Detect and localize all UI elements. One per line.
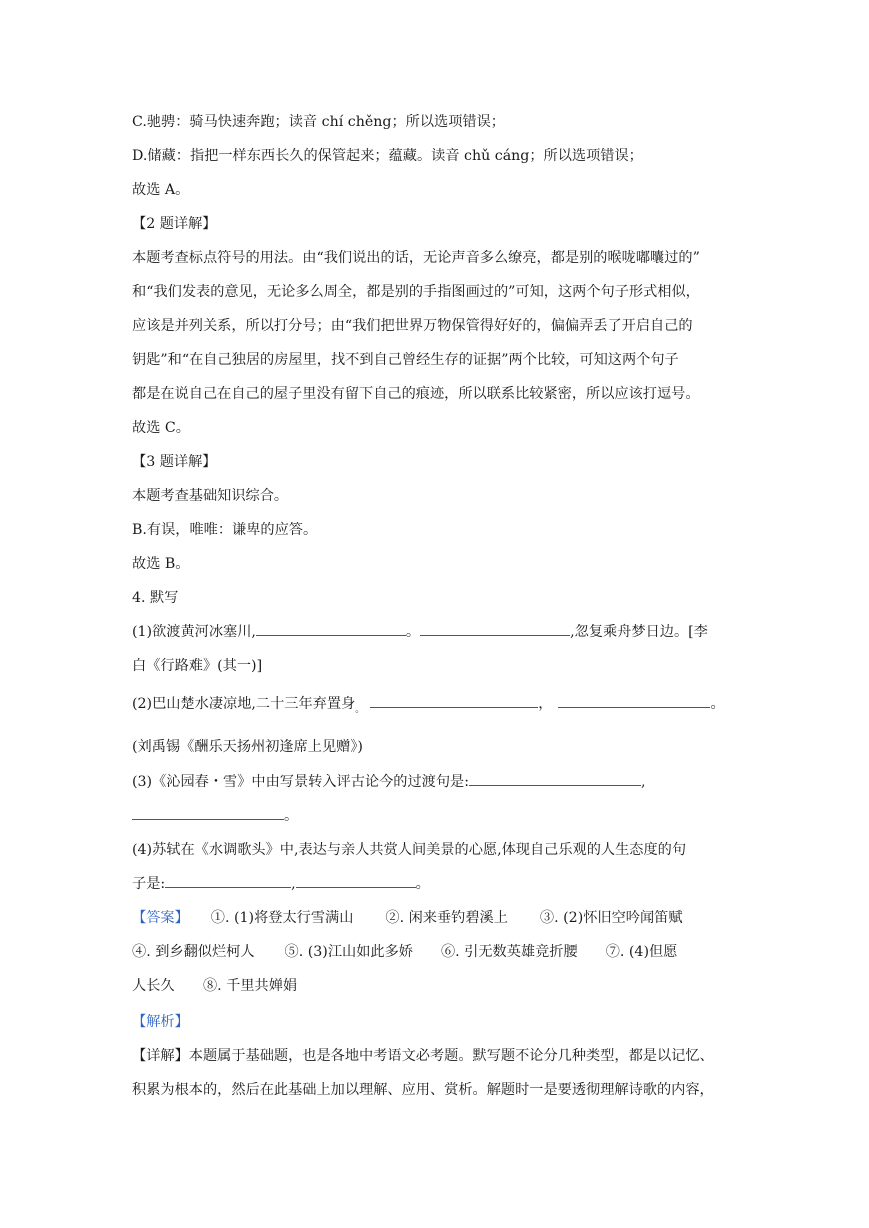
text-line: B.有误，唯唯：谦卑的应答。 bbox=[132, 522, 318, 538]
answer-line bbox=[132, 942, 677, 962]
punctuation: 。 bbox=[710, 696, 725, 712]
answer-item: ②. 闲来垂钓碧溪上 bbox=[385, 910, 508, 926]
question-line bbox=[132, 874, 430, 894]
punctuation: 。 bbox=[284, 808, 299, 824]
punctuation: 。 bbox=[415, 876, 430, 892]
answer-blank bbox=[165, 875, 291, 888]
text-line: C.驰骋：骑马快速奔跑；读音 chí chěng；所以选项错误； bbox=[132, 114, 505, 130]
answer-blank bbox=[469, 773, 641, 786]
text-line: (刘禹锡《酬乐天扬州初逢席上见赠》) bbox=[132, 739, 363, 755]
section-heading: 【3 题详解】 bbox=[132, 454, 217, 470]
answer-item: ⑤. (3)江山如此多娇 bbox=[284, 944, 413, 960]
answer-blank bbox=[296, 875, 416, 888]
answer-blank bbox=[420, 623, 570, 636]
punctuation: ， bbox=[538, 696, 553, 712]
question-text: (2)巴山楚水凄凉地,二十三年弃置身 bbox=[132, 696, 356, 712]
text-line: D.储藏：指把一样东西长久的保管起来；蕴藏。读音 chǔ cáng；所以选项错误； bbox=[132, 148, 643, 164]
answer-blank bbox=[132, 807, 284, 820]
punctuation: 。 bbox=[355, 705, 365, 715]
question-line bbox=[132, 694, 725, 720]
text-line: 故选 B。 bbox=[132, 556, 190, 572]
answer-line: 人长久 ⑧. 千里共婵娟 bbox=[132, 978, 298, 994]
answer-label: 【答案】 bbox=[132, 910, 189, 926]
question-text: (1)欲渡黄河冰塞川, bbox=[132, 624, 256, 640]
punctuation: , bbox=[641, 774, 646, 790]
text-line: 【详解】本题属于基础题，也是各地中考语文必考题。默写题不论分几种类型，都是以记忆、 bbox=[132, 1048, 714, 1064]
text-line: 和“我们发表的意见，无论多么周全，都是别的手指图画过的”可知，这两个句子形式相似， bbox=[132, 284, 700, 300]
question-line bbox=[132, 806, 298, 826]
question-line bbox=[132, 622, 708, 642]
answer-item: ③. (2)怀旧空吟闻笛赋 bbox=[539, 910, 683, 926]
answer-blank bbox=[256, 623, 406, 636]
text-line: 应该是并列关系，所以打分号；由“我们把世界万物保管得好好的，偏偏弄丢了开启自己的 bbox=[132, 318, 693, 334]
question-text: (3)《沁园春・雪》中由写景转入评古论今的过渡句是: bbox=[132, 774, 470, 790]
text-line: 故选 C。 bbox=[132, 420, 190, 436]
answer-item: ⑥. 引无数英雄竞折腰 bbox=[440, 944, 578, 960]
text-line: 钥匙”和“在自己独居的房屋里，找不到自己曾经生存的证据”两个比较，可知这两个句子 bbox=[132, 352, 679, 368]
question-line bbox=[132, 772, 646, 792]
answer-item: ④. 到乡翻似烂柯人 bbox=[132, 944, 255, 960]
answer-item: ①. (1)将登太行雪满山 bbox=[210, 910, 354, 926]
text-line: 本题考查标点符号的用法。由“我们说出的话，无论声音多么缭亮，都是别的喉咙嘟囔过的” bbox=[132, 250, 700, 266]
question-title: 4. 默写 bbox=[132, 590, 179, 606]
question-text: 子是: bbox=[132, 876, 166, 892]
section-heading: 【2 题详解】 bbox=[132, 216, 217, 232]
text-line: 都是在说自己在自己的屋子里没有留下自己的痕迹，所以联系比较紧密，所以应该打逗号。 bbox=[132, 386, 700, 402]
text-line: 故选 A。 bbox=[132, 182, 190, 198]
answer-blank bbox=[370, 695, 538, 708]
text-line: 本题考查基础知识综合。 bbox=[132, 488, 289, 504]
text-line: 积累为根本的，然后在此基础上加以理解、应用、赏析。解题时一是要透彻理解诗歌的内容， bbox=[132, 1082, 714, 1098]
question-text: ,忽复乘舟梦日边。[李 bbox=[570, 624, 708, 640]
punctuation: 。 bbox=[405, 624, 421, 640]
text-line: 白《行路难》(其一)] bbox=[132, 658, 263, 674]
answer-item: ⑦. (4)但愿 bbox=[605, 944, 678, 960]
answer-line bbox=[132, 908, 683, 928]
answer-blank bbox=[558, 695, 710, 708]
punctuation: , bbox=[291, 876, 296, 892]
text-line: (4)苏轼在《水调歌头》中,表达与亲人共赏人间美景的心愿,体现自己乐观的人生态度的句 bbox=[132, 842, 687, 858]
analysis-label: 【解析】 bbox=[132, 1014, 189, 1030]
